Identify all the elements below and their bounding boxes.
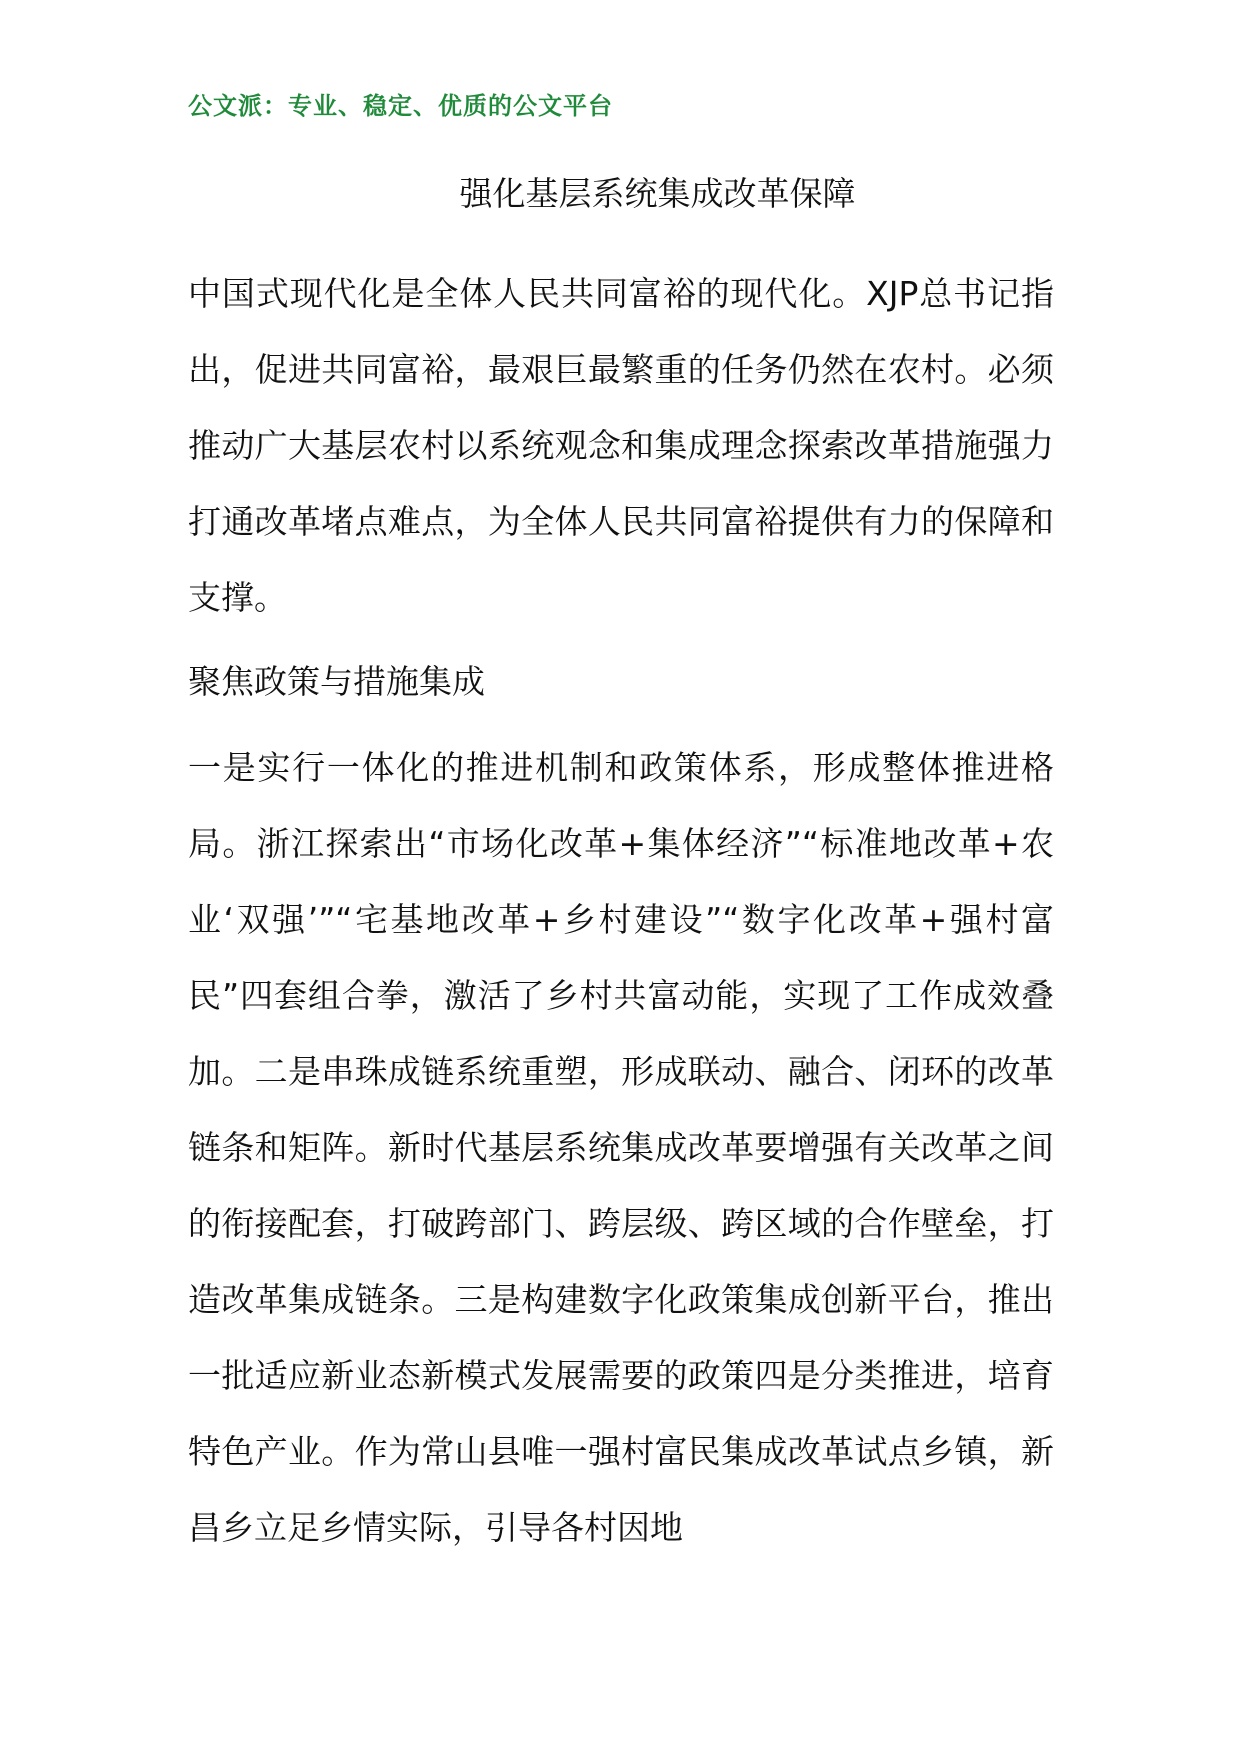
site-slogan: 公文派：专业、稳定、优质的公文平台 (188, 92, 613, 120)
section-heading-block (188, 644, 1054, 720)
document-title: 强化基层系统集成改革保障 (459, 174, 856, 213)
section-paragraph: 一是实行一体化的推进机制和政策体系，形成整体推进格局。浙江探索出“市场化改革+集体经济”“标准地改革+农业‘双强’”“宅基地改革+乡村建设”“数字化改革+强村富民”四套组合拳，激活了乡村共富动能，实现了工作成效叠加。二是串珠成链系统重塑，形成联动、融合、闭环的改革链条和矩阵。新时代基层系统集成改革要增强有关改革之间的衔接配套，打破跨部门、跨层级、跨区域的合作壁垒，打造改革集成链条。三是构建数字化政策集成创新平台，推出一批适应新业态新模式发展需要的政策四是分类推进，培育特色产业。作为常山县唯一强村富民集成改革试点乡镇，新昌乡立足乡情实际，引导各村因地 (188, 748, 1054, 1547)
section-body-block (188, 730, 1054, 1566)
intro-section (188, 256, 1054, 636)
section-heading: 聚焦政策与措施集成 (188, 662, 485, 701)
intro-paragraph: 中国式现代化是全体人民共同富裕的现代化。XJP总书记指出，促进共同富裕，最艰巨最繁重的任务仍然在农村。必须推动广大基层农村以系统观念和集成理念探索改革措施强力打通改革堵点难点，为全体人民共同富裕提供有力的保障和支撑。 (188, 274, 1054, 617)
